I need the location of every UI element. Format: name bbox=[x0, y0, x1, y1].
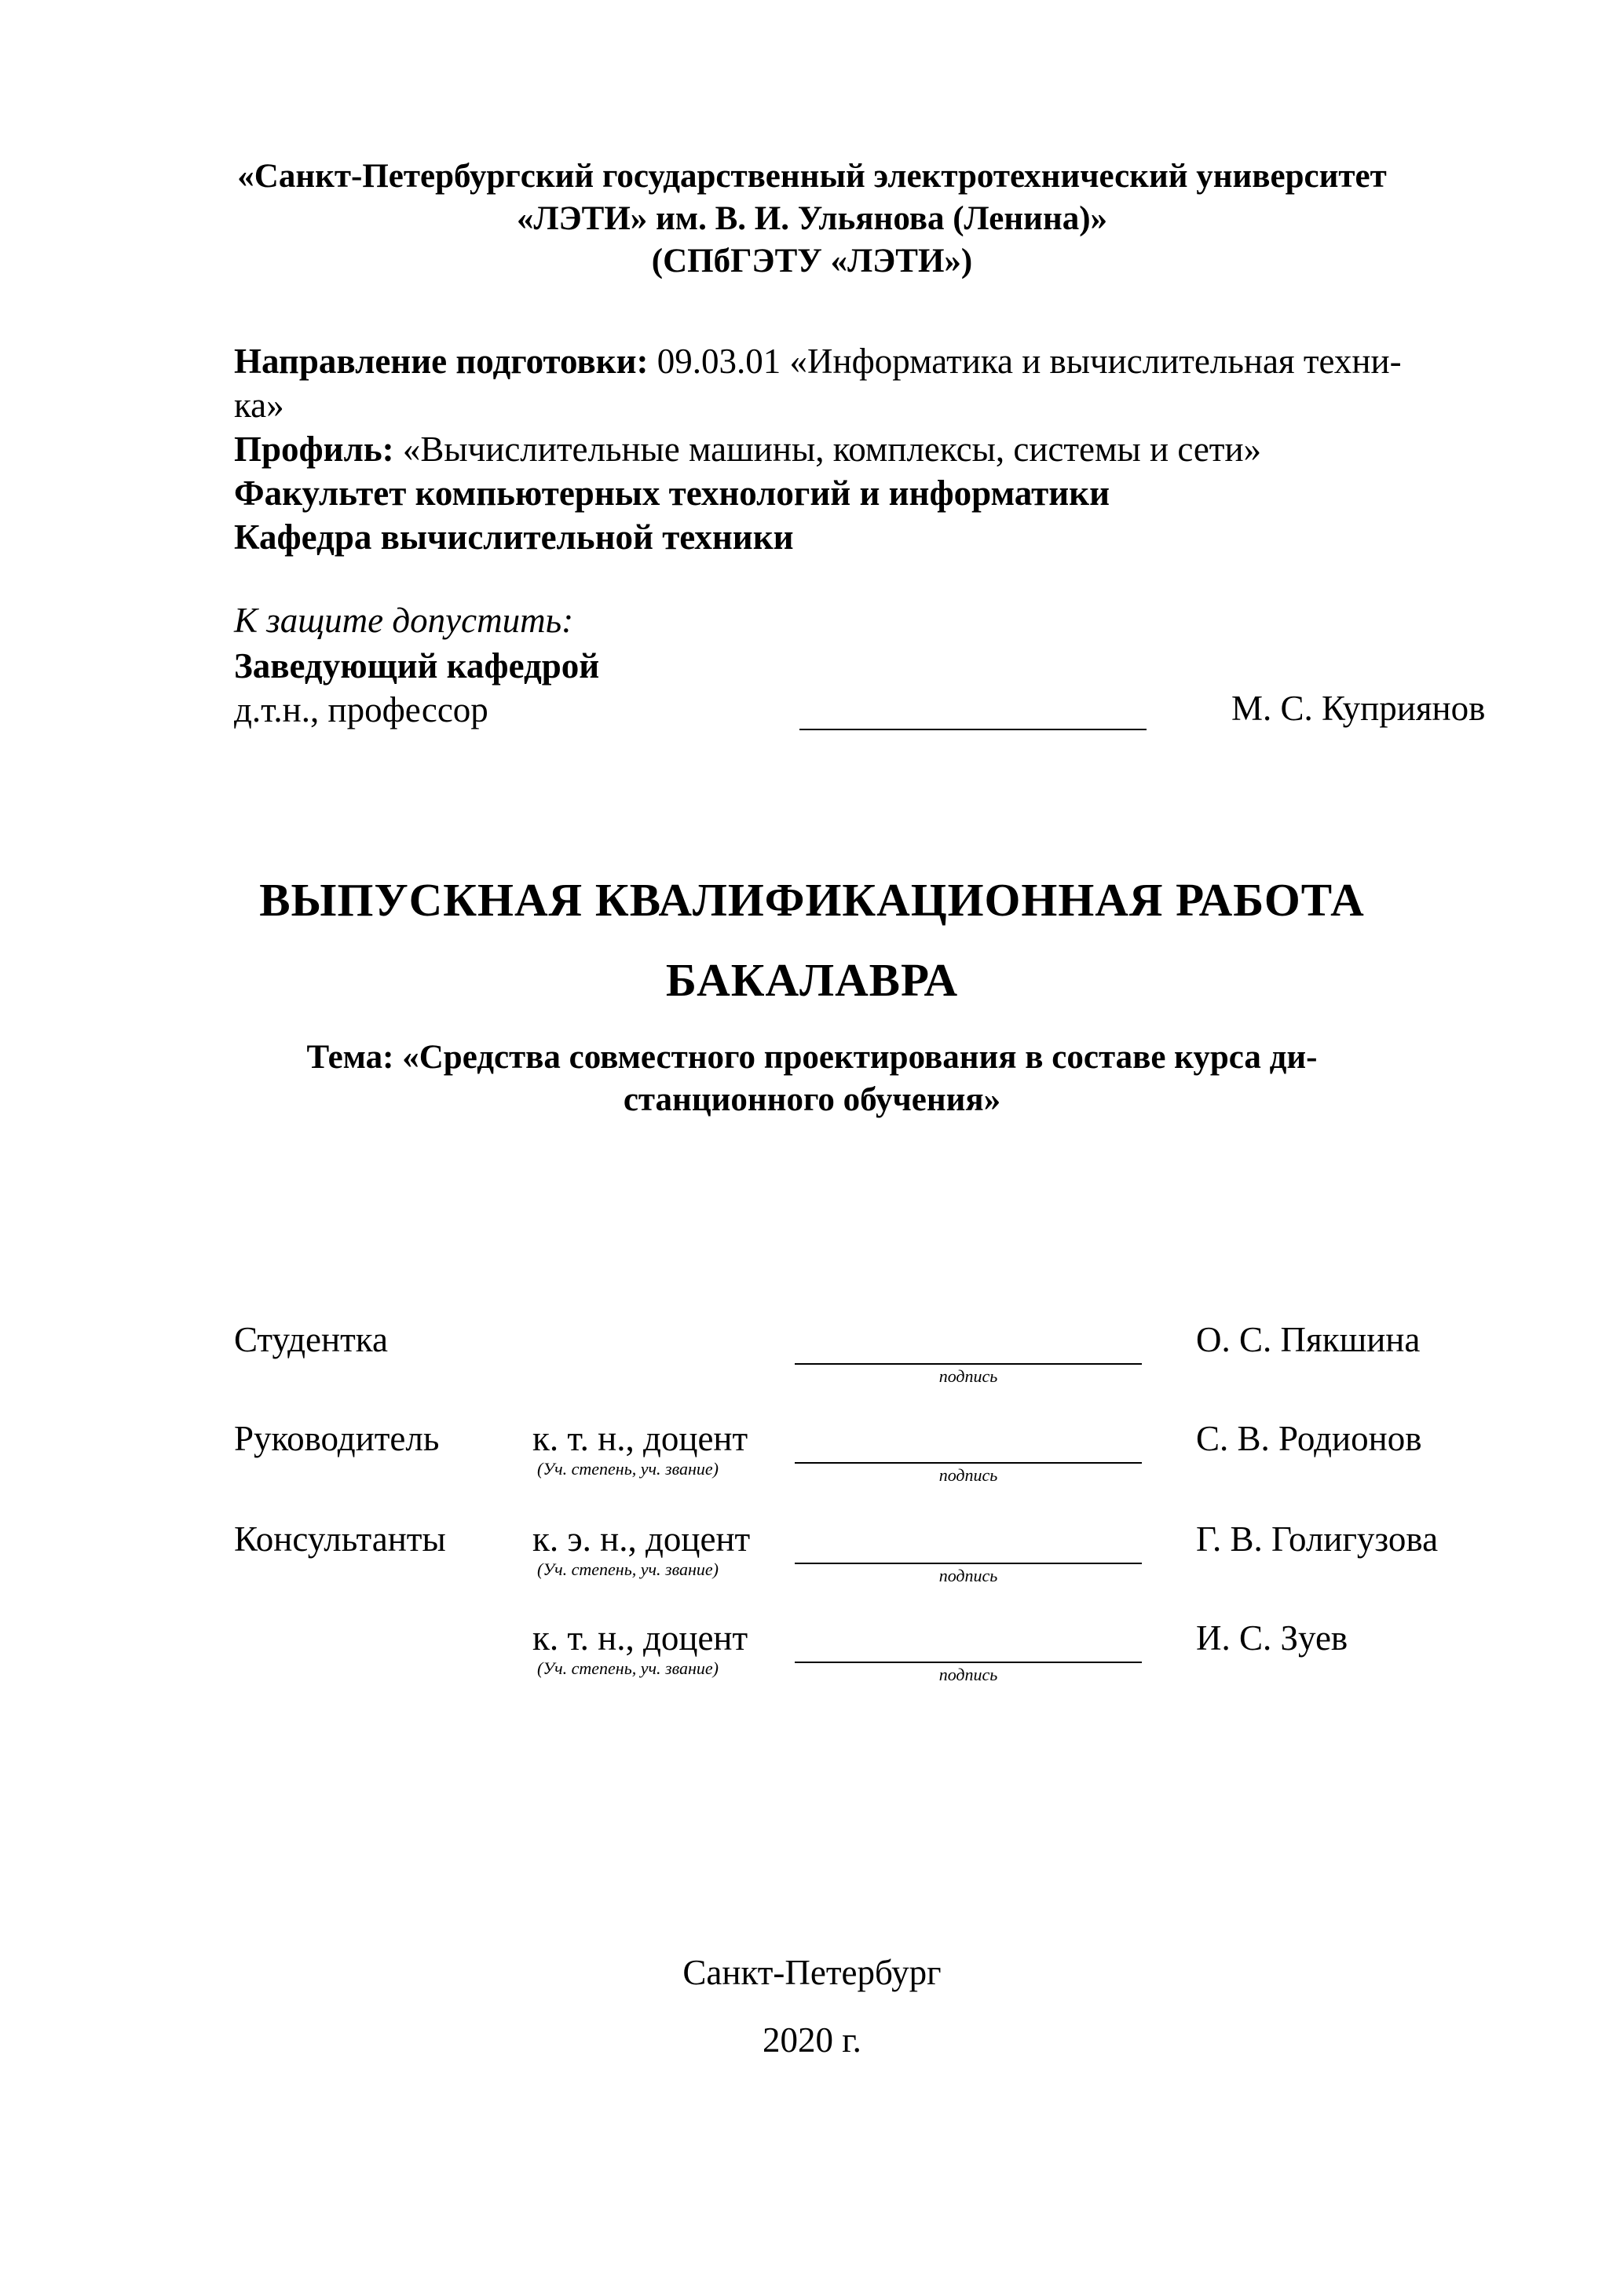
direction-label: Направление подготовки: bbox=[234, 342, 649, 381]
faculty: Факультет компьютерных технологий и информатики bbox=[234, 473, 1110, 513]
head-of-department-title: Заведующий кафедрой bbox=[234, 646, 600, 686]
supervisor-degree: к. т. н., доцент bbox=[532, 1419, 748, 1458]
consultant2-degree-hint: (Уч. степень, уч. звание) bbox=[537, 1658, 719, 1678]
university-short-name: (СПбГЭТУ «ЛЭТИ») bbox=[651, 243, 973, 280]
supervisor-role: Руководитель bbox=[234, 1419, 440, 1458]
work-title-line2: БАКАЛАВРА bbox=[665, 954, 959, 1006]
student-signature-line bbox=[795, 1363, 1142, 1365]
profile-line bbox=[234, 427, 1261, 471]
consultant2-signature-hint: подпись bbox=[938, 1665, 998, 1684]
head-name: М. С. Куприянов bbox=[1231, 689, 1486, 728]
consultant1-name: Г. В. Голигузова bbox=[1196, 1519, 1439, 1559]
student-signature-hint: подпись bbox=[938, 1366, 998, 1386]
supervisor-name: С. В. Родионов bbox=[1196, 1419, 1422, 1458]
topic-line1: Тема: «Средства совместного проектирования в составе курса ди- bbox=[306, 1039, 1318, 1076]
supervisor-degree-hint: (Уч. степень, уч. звание) bbox=[537, 1459, 719, 1479]
student-role: Студентка bbox=[234, 1320, 388, 1359]
direction-value: 09.03.01 «Информатика и вычислительная техни- bbox=[648, 342, 1402, 381]
consultants-role: Консультанты bbox=[234, 1519, 446, 1559]
head-degree: д.т.н., профессор bbox=[234, 690, 488, 729]
year: 2020 г. bbox=[763, 2020, 861, 2060]
university-name-line1: «Санкт-Петербургский государственный электротехнический университет bbox=[237, 158, 1387, 195]
direction-value-continuation: ка» bbox=[234, 386, 284, 425]
profile-label: Профиль: bbox=[234, 430, 394, 469]
consultant1-signature-hint: подпись bbox=[938, 1566, 998, 1585]
city: Санкт-Петербург bbox=[682, 1953, 942, 1992]
consultant1-degree-hint: (Уч. степень, уч. звание) bbox=[537, 1559, 719, 1579]
admit-to-defense: К защите допустить: bbox=[234, 601, 574, 640]
head-signature-line bbox=[799, 729, 1147, 730]
supervisor-signature-hint: подпись bbox=[938, 1465, 998, 1485]
consultant1-degree: к. э. н., доцент bbox=[532, 1519, 751, 1559]
supervisor-signature-line bbox=[795, 1462, 1142, 1464]
consultant2-signature-line bbox=[795, 1662, 1142, 1663]
topic-line2: станционного обучения» bbox=[623, 1081, 1001, 1118]
consultant2-name: И. С. Зуев bbox=[1196, 1618, 1348, 1658]
consultant1-signature-line bbox=[795, 1563, 1142, 1564]
consultant2-degree: к. т. н., доцент bbox=[532, 1618, 748, 1658]
work-title-line1: ВЫПУСКНАЯ КВАЛИФИКАЦИОННАЯ РАБОТА bbox=[259, 874, 1365, 926]
department: Кафедра вычислительной техники bbox=[234, 517, 794, 557]
profile-value: «Вычислительные машины, комплексы, системы и сети» bbox=[393, 430, 1262, 469]
university-name-line2: «ЛЭТИ» им. В. И. Ульянова (Ленина)» bbox=[516, 200, 1108, 237]
student-name: О. С. Пякшина bbox=[1196, 1320, 1421, 1359]
direction-line bbox=[234, 339, 1402, 383]
